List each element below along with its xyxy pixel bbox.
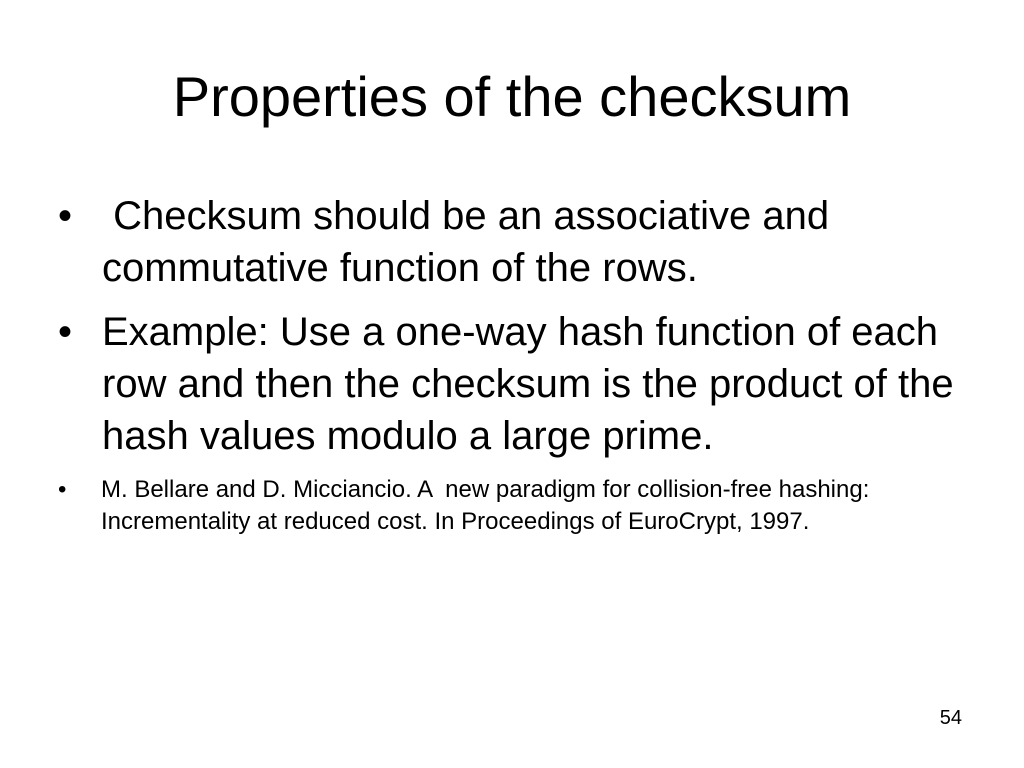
slide-title: Properties of the checksum [172,65,852,128]
bullet-marker: • [58,310,73,354]
bullet-item [58,306,958,462]
page-number: 54 [939,707,962,729]
bullet-list [58,190,958,538]
reference-text: M. Bellare and D. Micciancio. A new paradigm for collision-free hashing: Incrementality at reduced cost. In Proceedings of EuroCrypt, 1997. [101,476,877,535]
bullet-marker: • [58,194,73,238]
reference-item [58,474,958,538]
bullet-text: Example: Use a one-way hash function of each row and then the checksum is the product of the hash values modulo a large prime. [102,310,954,458]
bullet-text: Checksum should be an associative and commutative function of the rows. [102,194,841,290]
bullet-item [58,190,958,294]
bullet-marker: • [58,476,67,503]
